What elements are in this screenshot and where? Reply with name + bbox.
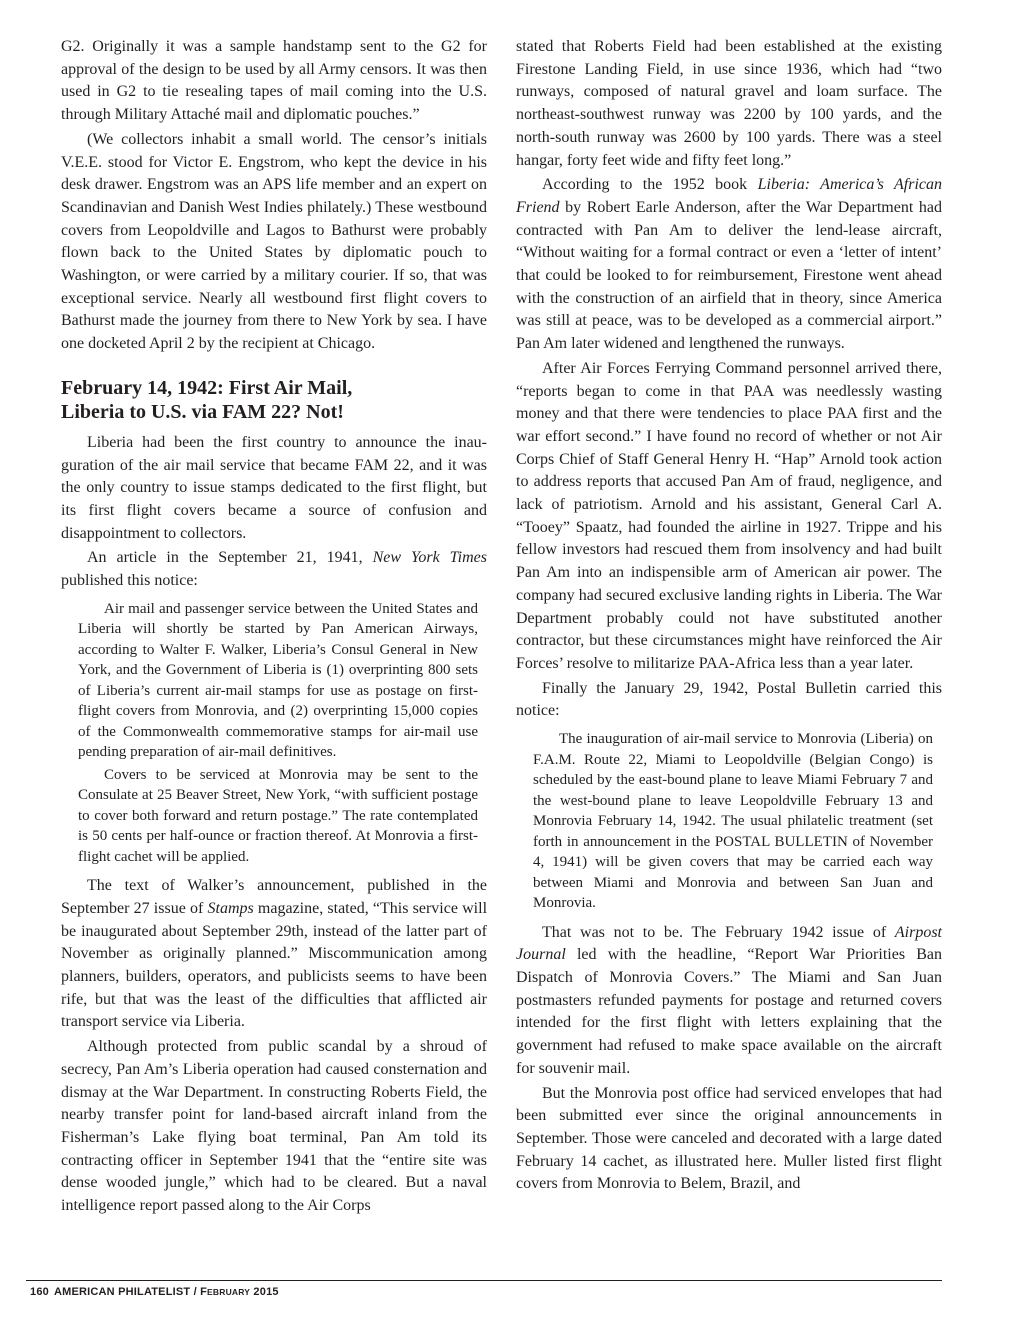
text-run: The text of Walker’s announcement, published in the September 27 issue of: [61, 877, 487, 917]
section-heading: [61, 376, 487, 424]
page-footer: [30, 1286, 279, 1298]
paragraph: After Air Forces Ferrying Command personnel arrived there, “reports began to come in that PAA was needlessly wasting money and that there were tendencies to place PAA first and the war effort second.” I have found no record of whether or not Air Corps Chief of Staff General Henry H. “Hap” Arnold took action to address reports that accused Pan Am of fraud, negligence, and lack of patriotism. Arnold and his assistant, General Carl A. “Tooey” Spaatz, had founded the airline in 1927. Trippe and his fellow investors had rescued them from insolvency and had built Pan Am into an indispensible arm of American air power. The company had secured exclusive landing rights in Liberia. The War Department probably could not have substituted another contractor, but these circumstances might have reinforced the Air Forces’ resolve to militarize PAA-Africa less than a year later.: [516, 359, 942, 672]
section-heading-line: Liberia to U.S. via FAM 22? Not!: [61, 400, 344, 423]
paragraph: [61, 547, 487, 592]
paragraph: Finally the January 29, 1942, Postal Bulletin carried this notice:: [516, 679, 942, 720]
paragraph: G2. Originally it was a sample handstamp sent to the G2 for approval of the design to be used by all Army censors. It was then used in G2 to tie resealing tapes of mail coming into the U.S. through Military Attaché mail and diplomatic pouches.”: [61, 38, 487, 124]
left-column: [61, 36, 487, 1218]
page-number: 160: [30, 1286, 49, 1298]
issue-month-rest: EBRUARY: [207, 1287, 251, 1297]
footer-rule: [26, 1280, 942, 1281]
quote-paragraph: The inauguration of air-mail service to Monrovia (Liberia) on F.A.M. Route 22, Miami to Leopoldville (Belgian Congo) is scheduled by the east-bound plane to leave Miami February 7 and the west-bound plane to leave Leopoldville February 13 and Monrovia February 14, 1942. The usual philatelic treatment (set forth in announcement in the POSTAL BULLETIN of November 4, 1941) will be given covers that may be carried each way between Miami and Monrovia and between San Juan and Monrovia.: [533, 731, 933, 912]
publication-name: AMERICAN PHILATELIST /: [53, 1286, 201, 1298]
quote-paragraph: Air mail and passenger service between the United States and Liberia will shortly be started by Pan American Airways, according to Walter F. Walker, Liberia’s Consul General in New York, and the Government of Liberia is (1) overprinting 800 sets of Liberia’s current air-mail stamps for use as postage on first-flight covers from Monrovia, and (2) overprinting 15,000 copies of the Commonwealth commemorative stamps for air-mail use pending preparation of air-mail definitives.: [78, 600, 478, 761]
paragraph: [516, 174, 942, 356]
paragraph: Although protected from public scandal by a shroud of secrecy, Pan Am’s Liberia operation had caused consternation and dismay at the War Department. In constructing Roberts Field, the nearby transfer point for land-based aircraft inland from the Fisherman’s Lake flying boat terminal, Pan Am told its contracting officer in September 1941 that the “entire site was dense wooded jungle,” which had to be cleared. But a naval intelligence report passed along to the Air Corps: [61, 1038, 487, 1215]
text-run: led with the headline, “Report War Priorities Ban Dispatch of Monrovia Covers.” The Miami and San Juan postmasters refunded payments for postage and returned covers intended for the first flight with letters explaining that the government had refused to make space available on the aircraft for souvenir mail.: [516, 946, 942, 1077]
text-run: That was not to be. The February 1942 issue of: [542, 923, 895, 941]
text-run: An article in the September 21, 1941,: [87, 549, 373, 567]
section-heading-line: February 14, 1942: First Air Mail,: [61, 376, 353, 399]
issue-month-initial: F: [200, 1286, 208, 1298]
block-quote: [61, 599, 487, 868]
italic-title: Liberia: America’s African Friend: [516, 176, 942, 216]
issue-year: 2015: [250, 1286, 279, 1298]
text-run: magazine, stated, “This service will be inaugurated about September 29th, instead of the latter part of November as originally planned.” Miscommunication among planners, builders, operators, and publicists seems to have been rife, but that was the least of the difficulties that afflicted air transport service via Liberia.: [61, 899, 488, 1031]
paragraph: [516, 922, 942, 1081]
paragraph: Liberia had been the first country to announce the inauguration of the air mail service that became FAM 22, and it was the only country to issue stamps dedicated to the first flight, but its first flight covers became a source of confusion and disappointment to collectors.: [61, 433, 487, 542]
paragraph: (We collectors inhabit a small world. The censor’s initials V.E.E. stood for Victor E. Engstrom, who kept the device in his desk drawer. Engstrom was an APS life member and an expert on Scandinavian and Danish West Indies philately.) These westbound covers from Leopoldville and Lagos to Bathurst were probably flown back to the United States by diplomatic pouch to Washington, or were carried by a military courier. If so, that was exceptional service. Nearly all westbound first flight covers to Bathurst made the journey from there to New York by sea. I have one docketed April 2 by the recipient at Chicago.: [61, 130, 487, 353]
paragraph: stated that Roberts Field had been established at the existing Firestone Landing Field, in use since 1936, which had “two runways, composed of natural gravel and loam surface. The northeast-southwest runway was 2200 by 100 yards, and the north-south runway was 2600 by 100 yards. There was a steel hangar, forty feet wide and fifty feet long.”: [516, 38, 942, 169]
italic-title: New York Times: [372, 549, 488, 567]
paragraph: But the Monrovia post office had serviced envelopes that had been submitted ever since the original announcements in September. Those were canceled and decorated with a large dated February 14 cachet, as illustrated here. Muller listed first flight covers from Monrovia to Belem, Brazil, and: [516, 1084, 942, 1193]
text-run: by Robert Earle Anderson, after the War Department had contracted with Pan Am to deliver the lend-lease aircraft, “Without waiting for a formal contract or even a ‘letter of intent’ that could be looked to for reimbursement, Firestone went ahead with the construction of an airfield that in theory, since America was still at peace, was to be developed as a commercial airport.” Pan Am later widened and lengthened the runways.: [516, 198, 942, 353]
text-run: published this notice:: [61, 572, 198, 590]
paragraph: [61, 875, 487, 1034]
italic-title: Stamps: [207, 899, 254, 917]
italic-title: Airpost Journal: [516, 923, 942, 964]
block-quote: [516, 729, 942, 914]
text-run: According to the 1952 book: [542, 176, 758, 194]
quote-paragraph: Covers to be serviced at Monrovia may be sent to the Consulate at 25 Beaver Street, New York, “with sufficient postage to cover both forward and return postage.” The rate contemplated is 50 cents per half-ounce or fraction thereof. At Monrovia a first-flight cachet will be applied.: [78, 766, 478, 865]
right-column: [516, 36, 942, 1196]
